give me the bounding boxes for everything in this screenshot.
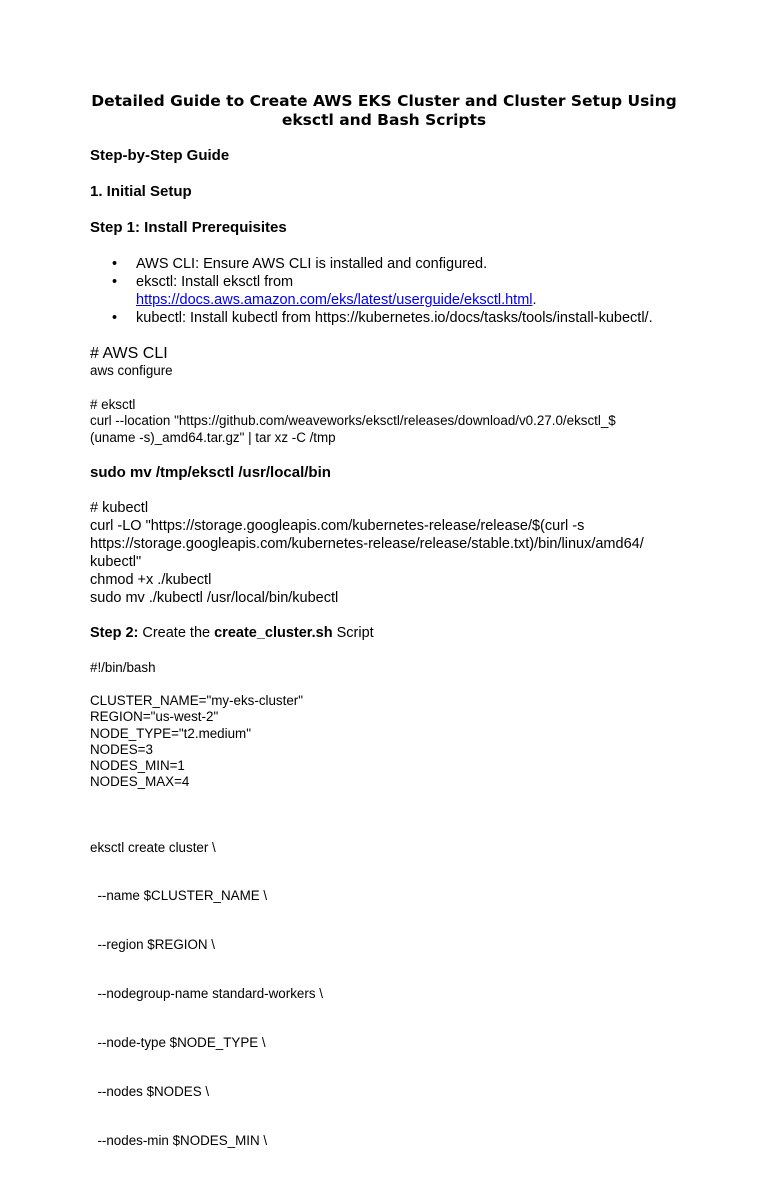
prerequisites-list (90, 255, 736, 327)
prereq-eksctl: eksctl: Install eksctl from (136, 274, 294, 290)
shebang-line: #!/bin/bash (90, 660, 156, 675)
code-line: REGION="us-west-2" (90, 709, 219, 725)
code-line: NODES_MAX=4 (90, 774, 190, 790)
code-line: --nodes-min $NODES_MIN \ (90, 1132, 268, 1148)
code-line: CLUSTER_NAME="my-eks-cluster" (90, 693, 304, 708)
create-cluster-command (90, 807, 323, 1182)
aws-configure-line: aws configure (90, 363, 173, 378)
section-initial-setup: 1. Initial Setup (90, 183, 192, 200)
step2-text: Create the (138, 625, 215, 641)
bullet-icon: • (112, 256, 118, 272)
code-line: NODE_TYPE="t2.medium" (90, 725, 251, 741)
list-item (112, 255, 736, 273)
eksctl-curl-line-1: curl --location "https://github.com/weaveworks/eksctl/releases/download/v0.27.0/eksctl_$ (90, 413, 616, 428)
code-line: --name $CLUSTER_NAME \ (90, 888, 268, 904)
guide-heading: Step-by-Step Guide (90, 147, 230, 164)
step2-label: Step 2: (90, 625, 139, 641)
prereq-aws-cli: AWS CLI: Ensure AWS CLI is installed and configured. (136, 256, 488, 272)
kubectl-curl-line-3: kubectl" (90, 554, 142, 570)
list-item (112, 309, 736, 327)
title-line-1: Detailed Guide to Create AWS EKS Cluster and Cluster Setup Using (91, 92, 677, 110)
list-item (112, 273, 736, 309)
bullet-icon: • (112, 310, 118, 326)
code-line: NODES_MIN=1 (90, 758, 185, 774)
variables-block (90, 693, 303, 791)
aws-cli-comment: # AWS CLI (90, 345, 168, 362)
bullet-icon: • (112, 274, 118, 290)
prereq-kubectl: kubectl: Install kubectl from https://kubernetes.io/docs/tasks/tools/install-kubectl/. (136, 310, 653, 326)
code-line: --nodes $NODES \ (90, 1084, 210, 1100)
code-line: NODES=3 (90, 741, 153, 757)
chmod-line: chmod +x ./kubectl (90, 572, 212, 588)
sudo-mv-kubectl: sudo mv ./kubectl /usr/local/bin/kubectl (90, 590, 339, 606)
eksctl-docs-link[interactable]: https://docs.aws.amazon.com/eks/latest/userguide/eksctl.html (136, 292, 533, 308)
sudo-mv-eksctl: sudo mv /tmp/eksctl /usr/local/bin (90, 464, 331, 481)
kubectl-curl-line-2: https://storage.googleapis.com/kubernetes-release/release/stable.txt)/bin/linux/amd64/ (90, 536, 644, 552)
eksctl-comment: # eksctl (90, 397, 136, 412)
kubectl-curl-line-1: curl -LO "https://storage.googleapis.com/kubernetes-release/release/$(curl -s (90, 518, 585, 534)
step1-heading: Step 1: Install Prerequisites (90, 219, 287, 236)
step2-filename: create_cluster.sh (214, 625, 333, 641)
document-title (90, 92, 678, 130)
code-line: --nodegroup-name standard-workers \ (90, 986, 323, 1002)
code-line: --node-type $NODE_TYPE \ (90, 1035, 266, 1051)
step2-suffix: Script (332, 625, 374, 641)
kubectl-comment: # kubectl (90, 500, 149, 516)
step2-heading (90, 624, 374, 642)
title-line-2: eksctl and Bash Scripts (281, 111, 487, 129)
link-suffix: . (532, 292, 537, 308)
code-line: --region $REGION \ (90, 937, 216, 953)
eksctl-curl-line-2: (uname -s)_amd64.tar.gz" | tar xz -C /tmp (90, 430, 336, 445)
code-line: eksctl create cluster \ (90, 839, 216, 855)
